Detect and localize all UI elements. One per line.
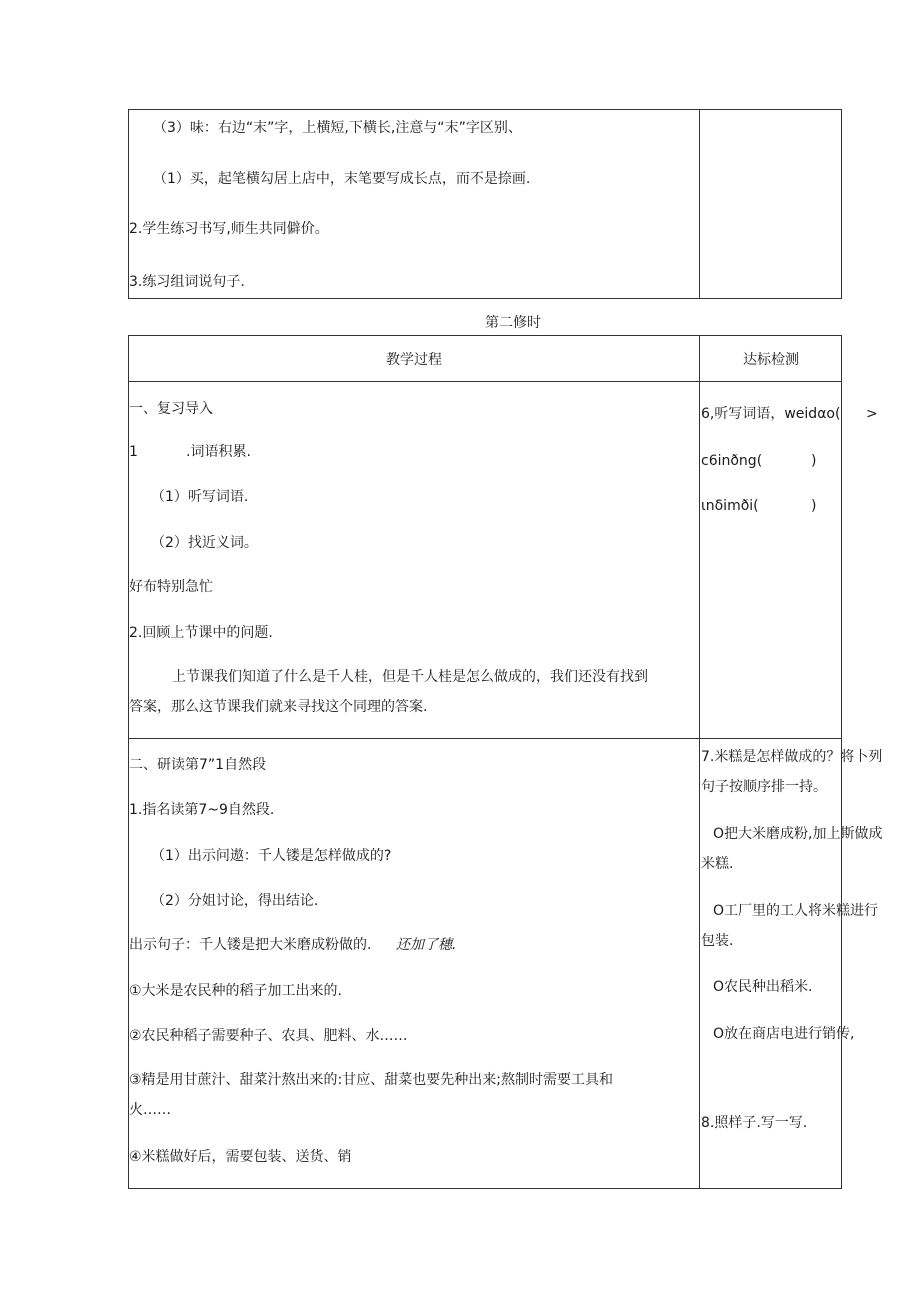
header-teaching-process: 教学过程	[386, 352, 442, 368]
text-line: 上节课我们知道了什么是千人桂，但是千人桂是怎么做成的，我们还没有找到	[172, 669, 648, 685]
text-line: c6inðng(	[701, 453, 763, 469]
row-divider	[129, 381, 841, 382]
column-divider	[699, 110, 700, 298]
text-line: （2）分姐讨论，得出结论.	[151, 893, 319, 909]
text-line: （1）买，起笔横勾居上店中，末笔要写成长点，而不是捺画.	[153, 171, 531, 187]
text-line: ιnδimði(	[701, 498, 759, 514]
text-line: （2）找近义词。	[151, 535, 258, 551]
table-top	[128, 109, 842, 299]
text-line: ④米糕做好后，需要包装、送货、销	[129, 1149, 352, 1165]
text-line: 火……	[129, 1102, 171, 1118]
row-divider	[129, 738, 841, 739]
text-line: 二、研读第7”1自然段	[129, 757, 267, 773]
text-line: 句子按顺序排一持。	[701, 779, 827, 795]
section-title: 第二修时	[485, 315, 541, 331]
text-line: 答案，那么这节课我们就来寻找这个同理的答案.	[129, 699, 428, 715]
text-line: O把大米磨成粉,加上斯做成	[713, 826, 883, 842]
text-line: ②农民种稻子需要种子、农具、肥料、水……	[129, 1028, 408, 1044]
text-line: O农民种出稻米.	[713, 979, 813, 995]
text-line: 6,听写词语，weidαo(	[701, 406, 841, 422]
text-line: 1.指名读第7~9自然段.	[129, 802, 275, 818]
text-line: 7.米糕是怎样做成的？将卜列	[701, 749, 883, 765]
text-line: 一、复习导入	[129, 401, 213, 417]
text-line: 2.学生练习书写,师生共同僻价。	[129, 221, 329, 237]
text-line: 出示句子：千人镂是把大米磨成粉做的.	[129, 937, 372, 953]
text-line: 包装.	[701, 933, 734, 949]
text-line: O工厂里的工人将米糕进行	[713, 903, 879, 919]
text-line: ①大米是农民种的稻子加工出来的.	[129, 983, 343, 999]
text-line: )	[811, 453, 817, 469]
text-line: 2.回顾上节课中的问题.	[129, 625, 273, 641]
text-line: （1）出示问遨：千人镂是怎样做成的?	[151, 848, 392, 864]
text-line: ③精是用甘蔗汁、甜菜汁熬出来的:甘应、甜菜也要先种出来;熬制时需要工具和	[129, 1072, 613, 1088]
text-line: 好布特别急忙	[129, 579, 213, 595]
table-lesson	[128, 335, 883, 1189]
text-line: O放在商店电进行销传,	[713, 1026, 855, 1042]
text-line: )	[811, 498, 817, 514]
text-line: 8.照样子.写一写.	[701, 1115, 808, 1131]
text-line: （3）味：右边“末”字，上横短,下横长,注意与“末”字区别、	[153, 120, 522, 136]
text-line: （1）听写词语.	[151, 489, 249, 505]
header-assessment: 达标检测	[743, 352, 799, 368]
text-line: .词语积累.	[186, 444, 251, 460]
column-divider	[699, 336, 700, 1188]
text-line: 还加了穗.	[396, 937, 457, 953]
text-line: 1	[129, 444, 138, 460]
text-line: 3.练习组词说句子.	[129, 274, 245, 290]
text-line: 米糕.	[701, 856, 734, 872]
text-line: >	[866, 406, 878, 422]
